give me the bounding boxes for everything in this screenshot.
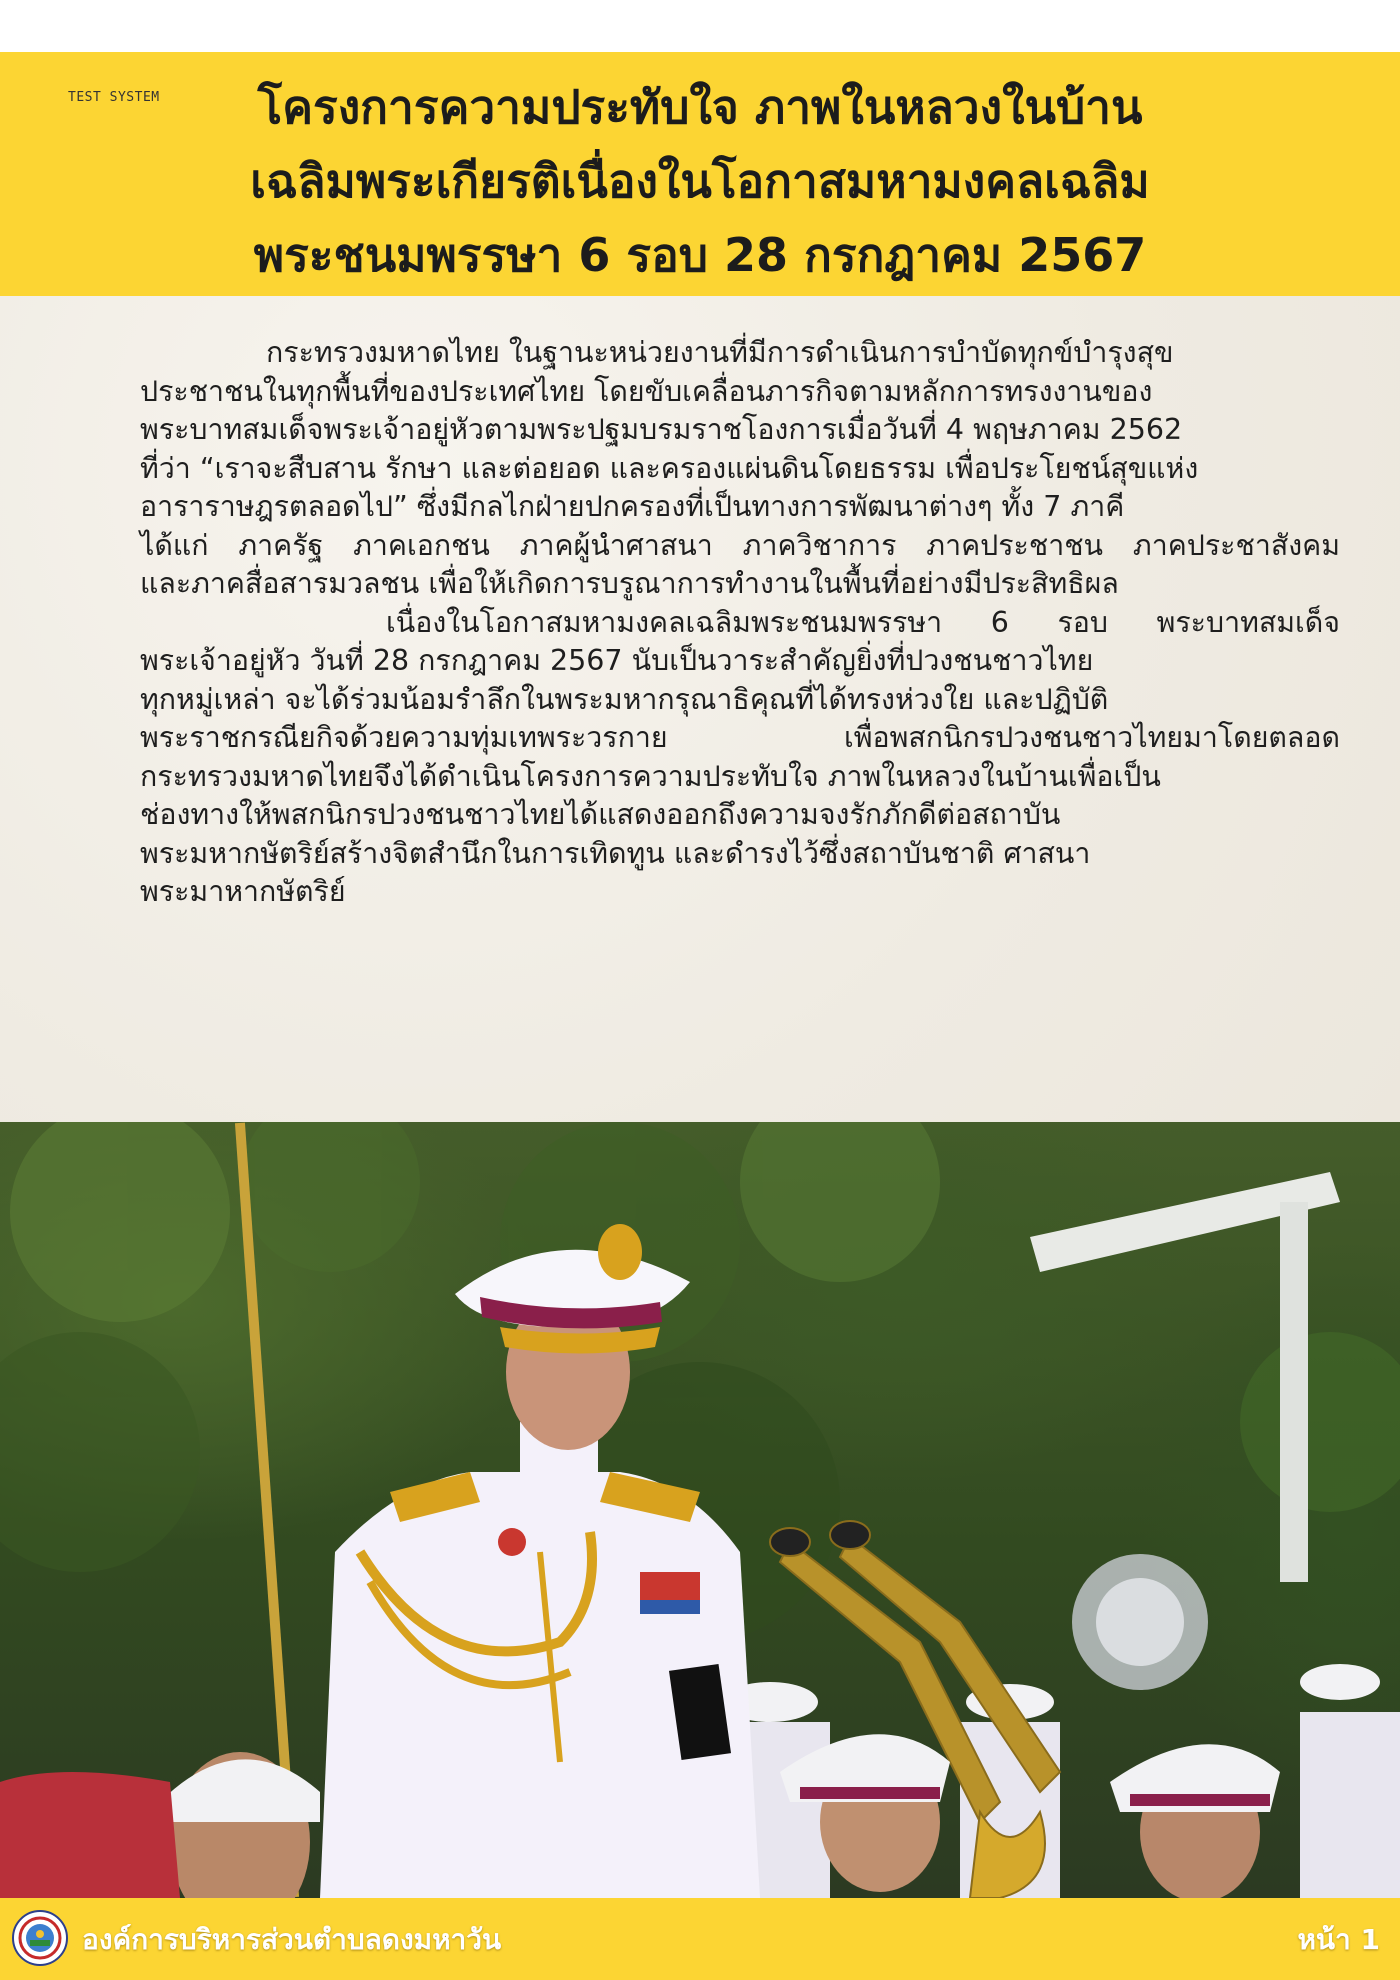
body-line: พระเจ้าอยู่หัว วันที่ 28 กรกฎาคม 2567 นับเป็นวาระสำคัญยิ่งที่ปวงชนชาวไทย — [140, 644, 1094, 677]
body-line: และภาคสื่อสารมวลชน เพื่อให้เกิดการบรูณาการทำงานในพื้นที่อย่างมีประสิทธิผล — [140, 567, 1119, 600]
body-line: อาราราษฎรตลอดไป” ซึ่งมีกลไกฝ่ายปกครองที่เป็นทางการพัฒนาต่างๆ ทั้ง 7 ภาคี — [140, 490, 1125, 523]
ceremony-photo — [0, 1122, 1400, 1898]
body-line: พระมหากษัตริย์สร้างจิตสำนึกในการเทิดทูน และดำรงไว้ซึ่งสถาบันชาติ ศาสนา — [140, 836, 1091, 870]
title-line: เฉลิมพระเกียรติเนื่องในโอกาสมหามงคลเฉลิม — [250, 154, 1150, 208]
body-line: ช่องทางให้พสกนิกรปวงชนชาวไทยได้แสดงออกถึงความจงรักภักดีต่อสถาบัน — [140, 798, 1061, 831]
body-line: พระราชกรณียกิจด้วยความทุ่มเทพระวรกาย เพื่อพสกนิกรปวงชนชาวไทยมาโดยตลอด — [140, 721, 1340, 754]
org-seal-icon — [12, 1910, 68, 1966]
system-tag: TEST SYSTEM — [68, 90, 160, 105]
body-line: กระทรวงมหาดไทยจึงได้ดำเนินโครงการความประทับใจ ภาพในหลวงในบ้านเพื่อเป็น — [140, 759, 1161, 793]
page-title — [150, 70, 1250, 292]
body-line: ที่ว่า “เราจะสืบสาน รักษา และต่อยอด และครองแผ่นดินโดยธรรม เพื่อประโยชน์สุขแห่ง — [140, 451, 1199, 485]
title-line: โครงการความประทับใจ ภาพในหลวงในบ้าน — [257, 80, 1143, 134]
title-line: พระชนมพรรษา 6 รอบ 28 กรกฎาคม 2567 — [253, 228, 1147, 282]
body-line: ประชาชนในทุกพื้นที่ของประเทศไทย โดยขับเคลื่อนภารกิจตามหลักการทรงงานของ — [140, 374, 1153, 408]
body-line: ทุกหมู่เหล่า จะได้ร่วมน้อมรำลึกในพระมหากรุณาธิคุณที่ได้ทรงห่วงใย และปฏิบัติ — [140, 682, 1109, 716]
org-name: องค์การบริหารส่วนตำบลดงมหาวัน — [82, 1923, 502, 1956]
ceremony-photo-illustration — [0, 1122, 1400, 1898]
body-line: กระทรวงมหาดไทย ในฐานะหน่วยงานที่มีการดำเนินการบำบัดทุกข์บำรุงสุข — [266, 336, 1174, 369]
body-line: ได้แก่ ภาครัฐ ภาคเอกชน ภาคผู้นำศาสนา ภาควิชาการ ภาคประชาชน ภาคประชาสังคม — [140, 528, 1340, 562]
page-number: หน้า 1 — [1297, 1923, 1380, 1956]
body-line: เนื่องในโอกาสมหามงคลเฉลิมพระชนมพรรษา 6 รอบ พระบาทสมเด็จ — [386, 605, 1340, 639]
body-line: พระมาหากษัตริย์ — [140, 875, 346, 908]
body-line: พระบาทสมเด็จพระเจ้าอยู่หัวตามพระปฐมบรมราชโองการเมื่อวันที่ 4 พฤษภาคม 2562 — [140, 413, 1183, 446]
body-text — [140, 334, 1340, 912]
